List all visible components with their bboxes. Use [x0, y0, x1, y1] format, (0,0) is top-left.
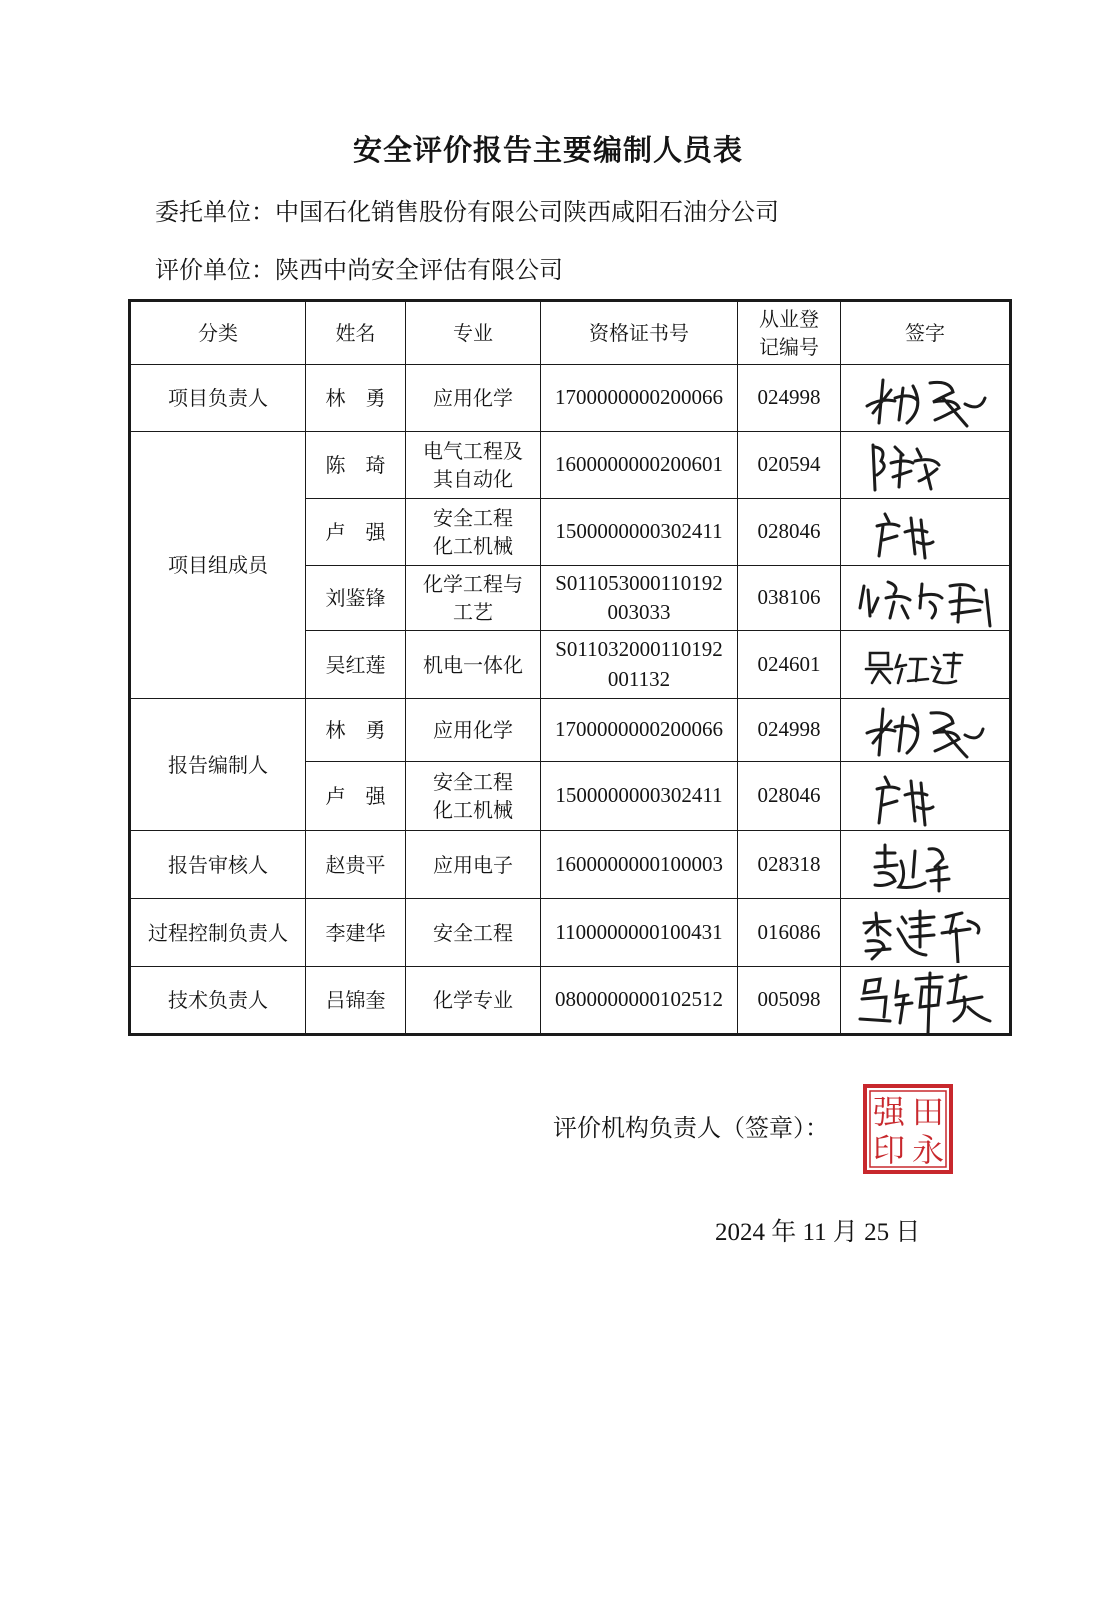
name-cell: 卢 强 [306, 499, 406, 566]
major-cell [406, 762, 541, 831]
handwritten-signature [850, 643, 1000, 687]
group-team-members: 项目组成员 [130, 432, 306, 699]
header-reg-line1: 从业登 [759, 307, 819, 331]
major-line: 化工机械 [433, 534, 513, 558]
cert-cell: 1100000000100431 [541, 899, 738, 967]
major-line: 安全工程 [433, 506, 513, 530]
reg-cell: 028046 [738, 762, 841, 831]
header-reg-line2: 记编号 [759, 335, 819, 359]
signature-cell [841, 566, 1011, 631]
responsible-label: 评价机构负责人（签章）： [553, 1114, 829, 1142]
handwritten-signature [850, 903, 1000, 963]
reg-cell: 038106 [738, 566, 841, 631]
major-cell: 应用化学 [406, 699, 541, 762]
table-row [130, 899, 1011, 967]
header-row [130, 301, 1011, 365]
major-line: 化工机械 [433, 798, 513, 822]
cert-cell: 1700000000200066 [541, 365, 738, 432]
signature-cell [841, 631, 1011, 699]
staff-table [128, 299, 1012, 1036]
handwritten-signature [855, 368, 995, 428]
handwritten-signature [850, 967, 1000, 1033]
cert-cell: 1500000000302411 [541, 762, 738, 831]
handwritten-signature [855, 837, 995, 893]
header-major: 专业 [406, 301, 541, 365]
signature-cell [841, 365, 1011, 432]
seal-stamp [862, 1083, 954, 1175]
name-cell: 吕锦奎 [306, 967, 406, 1035]
name-cell: 李建华 [306, 899, 406, 967]
name-cell: 林 勇 [306, 365, 406, 432]
reg-cell: 024601 [738, 631, 841, 699]
cert-cell: 1600000000100003 [541, 831, 738, 899]
major-line: 安全工程 [433, 770, 513, 794]
handwritten-signature [855, 435, 995, 495]
table-row [130, 831, 1011, 899]
major-cell: 机电一体化 [406, 631, 541, 699]
name-cell: 林 勇 [306, 699, 406, 762]
major-line: 电气工程及 [423, 439, 523, 463]
page-title: 安全评价报告主要编制人员表 [352, 133, 743, 167]
table-row [130, 699, 1011, 762]
header-cert: 资格证书号 [541, 301, 738, 365]
cert-cell: 1600000000200601 [541, 432, 738, 499]
reg-cell: 028318 [738, 831, 841, 899]
name-cell: 吴红莲 [306, 631, 406, 699]
handwritten-signature [855, 765, 995, 827]
table-row [130, 365, 1011, 432]
name-cell: 刘鉴锋 [306, 566, 406, 631]
header-reg [738, 301, 841, 365]
major-cell: 应用化学 [406, 365, 541, 432]
major-line: 化学工程与 [423, 572, 523, 596]
svg-text:田: 田 [911, 1093, 945, 1131]
cert-line: S011053000110192 [555, 570, 723, 595]
cert-cell [541, 566, 738, 631]
reg-cell: 028046 [738, 499, 841, 566]
group-report-writers: 报告编制人 [130, 699, 306, 831]
signature-cell [841, 831, 1011, 899]
signature-cell [841, 699, 1011, 762]
header-signature: 签字 [841, 301, 1011, 365]
cert-line: 001132 [607, 666, 671, 691]
group-technical: 技术负责人 [130, 967, 306, 1035]
client-unit: 委托单位：中国石化销售股份有限公司陕西咸阳石油分公司 [155, 198, 779, 226]
cert-cell [541, 631, 738, 699]
reg-cell: 024998 [738, 699, 841, 762]
reg-cell: 024998 [738, 365, 841, 432]
group-project-leader: 项目负责人 [130, 365, 306, 432]
major-cell: 应用电子 [406, 831, 541, 899]
major-cell [406, 566, 541, 631]
document-date: 2024 年 11 月 25 日 [715, 1219, 921, 1246]
svg-text:强: 强 [872, 1093, 906, 1131]
svg-text:印: 印 [872, 1131, 906, 1169]
cert-cell: 1500000000302411 [541, 499, 738, 566]
cert-line: S011032000110192 [555, 637, 723, 662]
major-line: 工艺 [453, 600, 493, 624]
assessor-unit: 评价单位：陕西中尚安全评估有限公司 [155, 256, 563, 284]
major-cell [406, 432, 541, 499]
table-row [130, 432, 1011, 499]
header-category: 分类 [130, 301, 306, 365]
major-cell: 安全工程 [406, 899, 541, 967]
name-cell: 陈 琦 [306, 432, 406, 499]
signature-cell [841, 499, 1011, 566]
major-cell: 化学专业 [406, 967, 541, 1035]
group-process-control: 过程控制负责人 [130, 899, 306, 967]
handwritten-signature [850, 568, 1000, 628]
name-cell: 卢 强 [306, 762, 406, 831]
header-name: 姓名 [306, 301, 406, 365]
handwritten-signature [855, 502, 995, 562]
table-row [130, 967, 1011, 1035]
major-line: 其自动化 [433, 467, 513, 491]
reg-cell: 005098 [738, 967, 841, 1035]
cert-cell: 0800000000102512 [541, 967, 738, 1035]
signature-cell [841, 432, 1011, 499]
reg-cell: 020594 [738, 432, 841, 499]
svg-text:永: 永 [911, 1131, 945, 1169]
group-reviewer: 报告审核人 [130, 831, 306, 899]
name-cell: 赵贵平 [306, 831, 406, 899]
reg-cell: 016086 [738, 899, 841, 967]
official-seal [862, 1083, 954, 1179]
signature-cell [841, 762, 1011, 831]
major-cell [406, 499, 541, 566]
cert-cell: 1700000000200066 [541, 699, 738, 762]
signature-cell [841, 967, 1011, 1035]
handwritten-signature [855, 701, 995, 759]
cert-line: 003033 [607, 600, 671, 624]
signature-cell [841, 899, 1011, 967]
